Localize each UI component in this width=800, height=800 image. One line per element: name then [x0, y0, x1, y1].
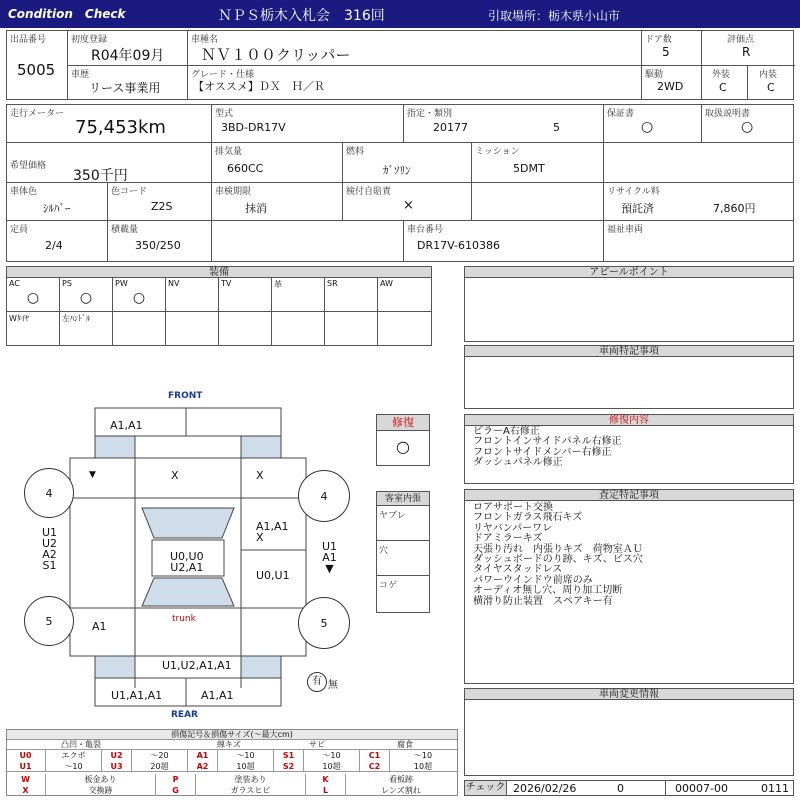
hood-center-damage: X [171, 469, 179, 482]
interior-item-burn: コゲ [379, 581, 398, 591]
interior-title: 客室内張 [377, 492, 429, 506]
left-side-damage: U1 U2 A2 S1 [42, 526, 58, 572]
exterior-value: C [719, 81, 727, 94]
spec-class: 5 [553, 121, 560, 134]
pickup-location: 引取場所：栃木県小山市 [488, 9, 621, 23]
equip-ps: PS ○ [60, 278, 113, 312]
equip-blank-8 [378, 312, 431, 345]
fuel-value: ｶﾞｿﾘﾝ [383, 164, 411, 177]
equip-pw: PW ○ [113, 278, 166, 312]
grade-value: 【オススメ】ＤＸ Ｈ／Ｒ [193, 80, 325, 93]
equip-leather: 革 [272, 278, 325, 312]
interior-value: C [767, 81, 775, 94]
rear-panel-damage: U1,U2,A1,A1 [162, 659, 232, 672]
price-value: 350千円 [73, 168, 128, 184]
recycle-status: 預託済 [621, 202, 654, 215]
repair-value: ○ [396, 437, 410, 456]
inspection-notes-text: ロアサポート交換 フロントガラス飛石キズ リヤバンパーワレ ドアミラーキズ 天張り汚れ 内張りキズ 荷物室ＡＵ ダッシュボードのり跡、キズ、ビス穴 タイヤスタッドレス パワーウインドウ前席のみ オーディオ無し穴、周り加工切断 横滑り防止装置 スペアキー有 [473, 502, 643, 607]
rear-bumper-left-damage: U1,A1,A1 [111, 689, 163, 702]
exterior-label: 外装 [712, 70, 731, 80]
interior-label: 内装 [759, 70, 778, 80]
equip-w-tire: Wﾀｲﾔ [7, 312, 60, 345]
tire-front-right: 4 [298, 470, 350, 522]
inspection-notes-panel [464, 489, 794, 684]
manual-label: 取扱説明書 [705, 109, 751, 119]
insurance-label: 検付自賠責 [346, 187, 392, 197]
repair-title: 修復 [377, 415, 429, 431]
legend-group-scratch: 線キズ [217, 740, 241, 749]
tire-rear-left: 5 [24, 596, 74, 646]
model-label: 車種名 [191, 35, 219, 45]
equip-aw: AW [378, 278, 431, 312]
equip-blank-3 [113, 312, 166, 345]
mission-label: ミッション [475, 147, 520, 157]
appeal-title: アピールポイント [465, 267, 793, 278]
mileage-value: 75,453km [75, 117, 166, 138]
equip-nv: NV [166, 278, 219, 312]
right-rear-door-damage: U0,U1 [256, 569, 290, 582]
grade-score-label: 評価点 [727, 35, 755, 45]
check-code1: 00007-00 [675, 782, 728, 795]
legend-group-dent: 凸凹・亀裂 [61, 740, 101, 749]
check-code2: 0111 [761, 782, 789, 795]
legend-row-4: X 交換跡 G ガラスヒビ L レンズ割れ [6, 785, 458, 796]
inspection-label: 車検期限 [215, 187, 252, 197]
rear-label: REAR [171, 710, 198, 720]
warranty-label: 保証書 [607, 109, 635, 119]
equip-blank-6 [272, 312, 325, 345]
displacement-label: 排気量 [215, 147, 243, 157]
hood-left-damage: ▼ [89, 470, 96, 480]
history-value: リース事業用 [89, 81, 161, 95]
auction-name: ＮＰＳ栃木入札会 316回 [218, 8, 385, 24]
equip-blank-5 [219, 312, 272, 345]
appeal-panel [464, 266, 794, 342]
mileage-label: 走行メーター [10, 109, 65, 119]
changes-panel [464, 688, 794, 776]
grade-label: グレード・仕様 [191, 70, 255, 80]
rear-left-damage: A1 [92, 620, 107, 633]
front-bumper-damage: A1,A1 [110, 419, 143, 432]
type-value: 3BD-DR17V [221, 121, 286, 134]
capacity-label: 定員 [10, 225, 29, 235]
roof-damage: U0,U0 U2,A1 [170, 550, 204, 574]
equip-blank-4 [166, 312, 219, 345]
load-label: 積載量 [111, 225, 139, 235]
equipment-title: 装備 [7, 267, 431, 278]
load-value: 350/250 [135, 239, 181, 252]
legend-title: 損傷記号＆損傷サイズ(～最大cm) [7, 730, 457, 740]
footer-check-row [464, 780, 794, 796]
trunk-label: trunk [172, 614, 196, 624]
grade-score-value: R [742, 45, 751, 59]
top-info-block [6, 30, 794, 100]
drive-label: 駆動 [645, 70, 664, 80]
registration-date: R04年09月 [91, 48, 165, 64]
fuel-label: 燃料 [346, 147, 365, 157]
insurance-value: × [403, 198, 414, 213]
color-label: 車体色 [10, 187, 38, 197]
lot-number: 5005 [17, 61, 56, 79]
legend-row-1: U0 エクボ U2 ～20 A1 ～10 S1 ～10 C1 ～10 [6, 750, 458, 761]
spec-label: 指定・類別 [407, 109, 453, 119]
special-panel [464, 345, 794, 409]
displacement-value: 660CC [227, 162, 264, 175]
interior-box [376, 491, 430, 613]
chassis-label: 車台番号 [407, 225, 444, 235]
spec-code: 20177 [433, 121, 468, 134]
drive-value: 2WD [657, 80, 684, 93]
legend-row-2: U1 ～10 U3 20超 A2 10超 S2 10超 C2 10超 [6, 761, 458, 772]
equipment-block [6, 266, 432, 346]
interior-item-tear: ヤブレ [379, 511, 406, 521]
tire-front-left: 4 [24, 468, 74, 518]
color-code-value: Z2S [151, 200, 173, 213]
mid-info-block [6, 104, 794, 262]
legend-group-corrosion: 腐食 [397, 740, 413, 749]
chassis-value: DR17V-610386 [417, 239, 500, 252]
changes-title: 車両変更情報 [465, 689, 793, 700]
check-date: 2026/02/26 [513, 782, 577, 795]
repair-box [376, 414, 430, 466]
header-bar [0, 0, 800, 28]
equip-tv: TV [219, 278, 272, 312]
color-code-label: 色コード [111, 187, 148, 197]
model-name: ＮＶ１００クリッパー [201, 46, 351, 64]
special-title: 車両特記事項 [465, 346, 793, 357]
equip-ac: AC ○ [7, 278, 60, 312]
recycle-amount: 7,860円 [713, 202, 756, 215]
recycle-label: リサイクル料 [607, 187, 660, 197]
equip-left-handle: 左ﾊﾝﾄﾞﾙ [60, 312, 113, 345]
rear-bumper-right-damage: A1,A1 [201, 689, 234, 702]
right-side-damage: U1 A1 ▼ [322, 540, 338, 575]
spare-tire-none: 無 [328, 680, 338, 691]
legend-groups [7, 740, 457, 750]
repair-content-title: 修復内容 [465, 415, 793, 426]
interior-item-hole: 穴 [379, 546, 389, 556]
repair-content-text: ピラーA右修正 フロントインサイドパネル右修正 フロントサイドメンバー右修正 ダッシュパネル修正 [473, 426, 622, 469]
front-label: FRONT [168, 391, 203, 401]
right-front-door-damage: A1,A1 X [256, 520, 289, 544]
warranty-value: ○ [641, 119, 654, 135]
type-label: 型式 [215, 109, 234, 119]
color-value: ｼﾙﾊﾞｰ [43, 202, 71, 215]
capacity-value: 2/4 [45, 239, 63, 252]
tire-rear-right: 5 [298, 597, 350, 649]
header-badge: Condition Check [8, 7, 126, 21]
doors-value: 5 [662, 45, 670, 59]
repair-content-panel [464, 414, 794, 484]
welfare-label: 福祉車両 [607, 225, 644, 235]
legend-row-3: W 板金あり P 塗装あり K 看板跡 [6, 774, 458, 785]
price-label: 希望価格 [10, 161, 47, 171]
manual-value: ○ [741, 119, 754, 135]
check-label: チェック [465, 782, 506, 793]
lot-label: 出品番号 [10, 35, 47, 45]
hood-right-damage: X [256, 469, 264, 482]
legend-group-rust: サビ [309, 740, 325, 749]
mission-value: 5DMT [513, 162, 545, 175]
inspection-notes-title: 査定特記事項 [465, 490, 793, 501]
equip-blank-7 [325, 312, 378, 345]
inspection-value: 抹消 [245, 202, 267, 215]
check-zero: 0 [617, 782, 624, 795]
doors-label: ドア数 [645, 35, 672, 45]
equip-sr: SR [325, 278, 378, 312]
history-label: 車歴 [71, 70, 90, 80]
registration-label: 初度登録 [71, 35, 108, 45]
spare-tire-circle: 有 [307, 672, 327, 692]
